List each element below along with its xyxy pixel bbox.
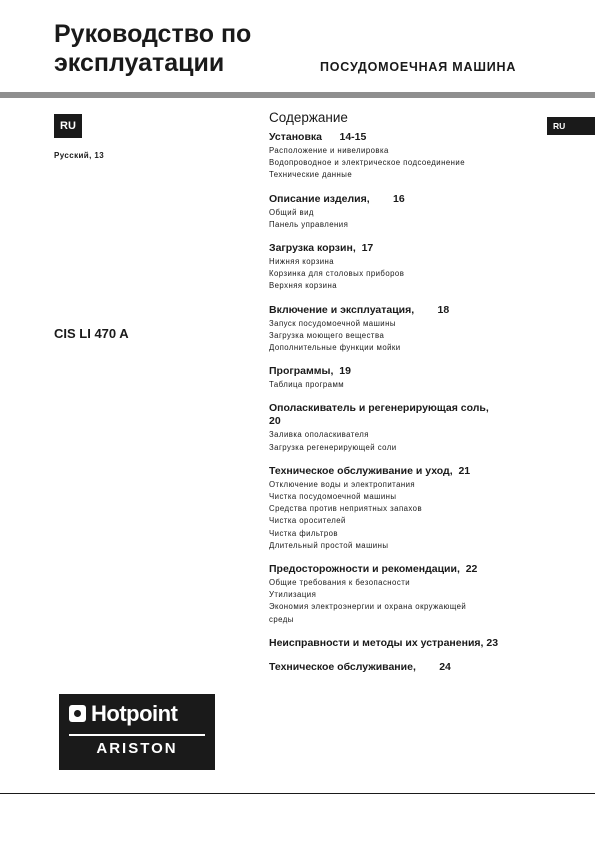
document-title bbox=[54, 20, 334, 78]
product-subtitle: ПОСУДОМОЕЧНАЯ МАШИНА bbox=[320, 60, 517, 74]
logo-brand-text: Hotpoint bbox=[91, 701, 178, 726]
toc-section-title[interactable]: Техническое обслуживание, 24 bbox=[269, 660, 451, 673]
toc-item-list bbox=[269, 207, 534, 231]
toc-item[interactable]: Загрузка моющего вещества bbox=[269, 330, 385, 340]
toc-section bbox=[269, 563, 534, 626]
toc-section-title[interactable]: Ополаскиватель и регенерирующая соль, 20 bbox=[269, 402, 489, 428]
title-line-1: Руководство по bbox=[54, 20, 252, 48]
title-line-2: эксплуатации bbox=[54, 49, 225, 77]
toc-section bbox=[269, 304, 534, 355]
toc-heading: Содержание bbox=[269, 110, 348, 125]
toc-section bbox=[269, 661, 534, 674]
toc-item[interactable]: Дополнительные функции мойки bbox=[269, 343, 401, 353]
toc-section-title[interactable]: Неисправности и методы их устранения, 23 bbox=[269, 636, 499, 649]
toc-item[interactable]: Загрузка регенерирующей соли bbox=[269, 442, 397, 452]
table-of-contents bbox=[269, 110, 534, 685]
toc-item[interactable]: Экономия электроэнергии и охрана окружающей bbox=[269, 602, 467, 612]
toc-section bbox=[269, 637, 534, 650]
toc-item[interactable]: Отключение воды и электропитания bbox=[269, 479, 416, 489]
toc-section-title[interactable]: Предосторожности и рекомендации, 22 bbox=[269, 563, 478, 576]
toc-section bbox=[269, 365, 534, 391]
toc-section-title[interactable]: Загрузка корзин, 17 bbox=[269, 242, 374, 255]
toc-section bbox=[269, 402, 534, 453]
model-number: CIS LI 470 A bbox=[54, 326, 129, 341]
toc-item[interactable]: Чистка оросителей bbox=[269, 516, 346, 526]
toc-item[interactable]: Средства против неприятных запахов bbox=[269, 504, 423, 514]
logo-sub-text: ARISTON bbox=[96, 740, 178, 757]
toc-item[interactable]: Утилизация bbox=[269, 590, 317, 600]
toc-item[interactable]: Таблица программ bbox=[269, 380, 345, 390]
toc-section bbox=[269, 465, 534, 552]
toc-item-list bbox=[269, 256, 534, 293]
toc-section-title[interactable]: Установка 14-15 bbox=[269, 131, 367, 143]
toc-item[interactable]: Чистка фильтров bbox=[269, 528, 339, 538]
language-badge: RU bbox=[54, 114, 82, 138]
toc-item-list bbox=[269, 479, 534, 552]
toc-section-title[interactable]: Включение и эксплуатация, 18 bbox=[269, 303, 450, 316]
toc-item-list bbox=[269, 379, 534, 391]
toc-section bbox=[269, 193, 534, 231]
language-link[interactable]: Русский, 13 bbox=[54, 151, 105, 160]
toc-item[interactable]: Нижняя корзина bbox=[269, 257, 335, 267]
language-side-tab: RU bbox=[547, 117, 595, 135]
toc-item[interactable]: Длительный простой машины bbox=[269, 540, 389, 550]
toc-sections bbox=[269, 131, 534, 674]
toc-section-title[interactable]: Описание изделия, 16 bbox=[269, 192, 405, 205]
toc-item[interactable]: Общий вид bbox=[269, 207, 314, 217]
toc-item[interactable]: среды bbox=[269, 614, 294, 624]
toc-item[interactable]: Заливка ополаскивателя bbox=[269, 430, 369, 440]
toc-item-list bbox=[269, 429, 534, 453]
toc-section-title[interactable]: Техническое обслуживание и уход, 21 bbox=[269, 464, 471, 477]
footer-rule bbox=[0, 793, 595, 794]
logo-mark-icon bbox=[69, 705, 86, 722]
toc-item[interactable]: Верхняя корзина bbox=[269, 281, 338, 291]
toc-item[interactable]: Чистка посудомоечной машины bbox=[269, 492, 397, 502]
toc-item[interactable]: Расположение и нивелировка bbox=[269, 146, 389, 155]
toc-section-title[interactable]: Программы, 19 bbox=[269, 365, 351, 378]
toc-item-list bbox=[269, 318, 534, 355]
toc-item[interactable]: Панель управления bbox=[269, 219, 349, 229]
toc-section bbox=[269, 131, 534, 182]
toc-item[interactable]: Технические данные bbox=[269, 170, 353, 180]
toc-item[interactable]: Корзинка для столовых приборов bbox=[269, 269, 405, 279]
toc-item-list bbox=[269, 577, 534, 626]
toc-item[interactable]: Запуск посудомоечной машины bbox=[269, 318, 396, 328]
logo-divider bbox=[69, 734, 205, 736]
brand-logo bbox=[59, 694, 215, 770]
header-rule bbox=[0, 92, 595, 98]
toc-item[interactable]: Водопроводное и электрическое подсоединение bbox=[269, 158, 465, 168]
toc-item-list bbox=[269, 145, 534, 182]
toc-section bbox=[269, 242, 534, 293]
toc-item[interactable]: Общие требования к безопасности bbox=[269, 578, 411, 588]
